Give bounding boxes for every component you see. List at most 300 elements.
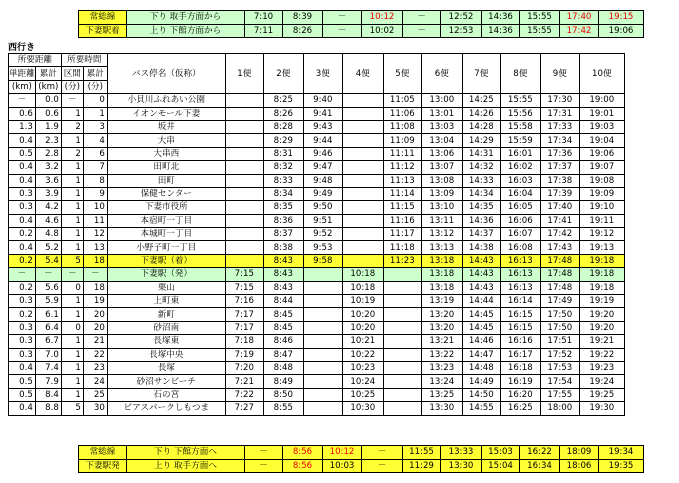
cumulative-distance-cell: 2.3 — [35, 134, 61, 147]
cumulative-time-cell: 19 — [83, 295, 107, 308]
cumulative-distance-cell: 5.6 — [35, 281, 61, 294]
departure-time-cell: 7:21 — [225, 375, 263, 388]
unit-distance-cell: 0.4 — [9, 174, 36, 187]
segment-time-cell: 5 — [61, 402, 83, 415]
bus-stop-name: 田町北 — [107, 161, 225, 174]
departure-time-cell: 13:04 — [421, 134, 462, 147]
cumulative-time-cell: 13 — [83, 241, 107, 254]
departure-time-cell: 17:42 — [540, 228, 579, 241]
departure-time-cell: 13:12 — [421, 228, 462, 241]
departure-time-cell: 8:37 — [263, 228, 303, 241]
cumulative-time-cell: 20 — [83, 308, 107, 321]
departure-time-cell: 7:27 — [225, 402, 263, 415]
departure-time-cell: 7:19 — [225, 348, 263, 361]
connection-time-cell: 12:53 — [441, 24, 482, 38]
departure-time-cell — [225, 147, 263, 160]
departure-time-cell — [342, 241, 383, 254]
departure-time-cell: 17:51 — [540, 335, 579, 348]
departure-time-cell: 8:32 — [263, 161, 303, 174]
connection-time-cell: 10:12 — [362, 11, 403, 25]
departure-time-cell: 9:44 — [303, 134, 342, 147]
cumulative-time-cell: 20 — [83, 321, 107, 334]
departure-time-cell: 14:46 — [462, 335, 500, 348]
segment-time-cell: 0 — [61, 281, 83, 294]
schedule-row — [9, 161, 625, 174]
connection-time-cell: 10:03 — [323, 459, 362, 473]
cumulative-distance-cell: 4.2 — [35, 201, 61, 214]
cumulative-distance-cell: 4.6 — [35, 214, 61, 227]
departure-time-cell: 7:18 — [225, 335, 263, 348]
departure-time-cell: 19:10 — [579, 201, 624, 214]
connection-direction: 下り 取手方面から — [127, 11, 245, 25]
unit-distance-cell: 0.4 — [9, 134, 36, 147]
departure-time-cell: 13:07 — [421, 161, 462, 174]
connection-time-cell: 12:52 — [441, 11, 482, 25]
unit-distance-cell: 0.3 — [9, 295, 36, 308]
departure-time-cell — [383, 335, 421, 348]
departure-time-cell: 17:54 — [540, 375, 579, 388]
connection-time-cell: 15:03 — [482, 446, 520, 460]
trip-header: 1便 — [225, 54, 263, 94]
departure-time-cell — [383, 268, 421, 281]
departure-time-cell — [342, 187, 383, 200]
departure-time-cell: 19:21 — [579, 335, 624, 348]
bus-stop-name: 下妻市役所 — [107, 201, 225, 214]
segment-time-cell: － — [61, 268, 83, 281]
departure-time-cell: 14:28 — [462, 120, 500, 133]
cumulative-distance-cell: 2.8 — [35, 147, 61, 160]
connection-time-cell: － — [403, 24, 441, 38]
connection-row — [79, 11, 644, 25]
connection-time-cell: 19:34 — [599, 446, 644, 460]
schedule-row — [9, 120, 625, 133]
connection-time-cell: 16:34 — [520, 459, 560, 473]
departure-time-cell: 11:05 — [383, 94, 421, 107]
departure-time-cell: 9:52 — [303, 228, 342, 241]
departure-time-cell: 9:43 — [303, 120, 342, 133]
departure-time-cell: 8:35 — [263, 201, 303, 214]
cumulative-time-cell: 25 — [83, 388, 107, 401]
connection-time-cell: 18:09 — [560, 446, 599, 460]
departure-time-cell — [342, 214, 383, 227]
departure-time-cell — [225, 241, 263, 254]
top-connection-table — [78, 10, 644, 38]
departure-time-cell: 11:08 — [383, 120, 421, 133]
segment-time-cell: 2 — [61, 147, 83, 160]
connection-time-cell: － — [362, 459, 403, 473]
departure-time-cell: 16:13 — [500, 254, 540, 267]
connection-direction: 上り 取手方面へ — [127, 459, 245, 473]
departure-time-cell: 19:08 — [579, 174, 624, 187]
cumulative-time-header: 累計 — [83, 67, 107, 80]
bus-stop-name: 下妻駅（発） — [107, 268, 225, 281]
cumulative-time-unit: (分) — [83, 80, 107, 93]
schedule-row — [9, 348, 625, 361]
departure-time-cell — [225, 174, 263, 187]
segment-time-cell: 1 — [61, 335, 83, 348]
connection-time-cell: 17:42 — [560, 24, 599, 38]
departure-time-cell: 11:23 — [383, 254, 421, 267]
departure-time-cell: 15:58 — [500, 120, 540, 133]
departure-time-cell: 19:09 — [579, 187, 624, 200]
departure-time-cell: 18:00 — [540, 402, 579, 415]
schedule-row — [9, 214, 625, 227]
departure-time-cell: 8:43 — [263, 268, 303, 281]
unit-distance-cell: 0.3 — [9, 321, 36, 334]
cumulative-time-cell: 18 — [83, 254, 107, 267]
departure-time-cell: 17:53 — [540, 361, 579, 374]
cumulative-distance-cell: 3.2 — [35, 161, 61, 174]
departure-time-cell: 17:55 — [540, 388, 579, 401]
departure-time-cell: 10:30 — [342, 402, 383, 415]
cumulative-time-cell: 1 — [83, 107, 107, 120]
cumulative-distance-cell: 3.6 — [35, 174, 61, 187]
departure-time-cell: 14:25 — [462, 94, 500, 107]
departure-time-cell: 14:47 — [462, 348, 500, 361]
connection-time-cell: 14:36 — [482, 11, 520, 25]
cumulative-distance-cell: 5.2 — [35, 241, 61, 254]
departure-time-cell — [383, 295, 421, 308]
departure-time-cell: 16:13 — [500, 281, 540, 294]
connection-time-cell: － — [245, 446, 283, 460]
segment-time-cell: 1 — [61, 388, 83, 401]
unit-distance-cell: 0.2 — [9, 228, 36, 241]
unit-distance-cell: 0.5 — [9, 375, 36, 388]
departure-time-cell: 7:17 — [225, 308, 263, 321]
departure-time-cell: 9:47 — [303, 161, 342, 174]
cumulative-distance-unit: (km) — [35, 80, 61, 93]
departure-time-cell: 7:15 — [225, 268, 263, 281]
bus-stop-name: 坂井 — [107, 120, 225, 133]
cumulative-distance-cell: － — [35, 268, 61, 281]
departure-time-cell — [225, 201, 263, 214]
bus-stop-name: ビアスパークしもつま — [107, 402, 225, 415]
cumulative-distance-cell: 7.9 — [35, 375, 61, 388]
departure-time-cell: 19:25 — [579, 388, 624, 401]
cumulative-time-cell: 11 — [83, 214, 107, 227]
schedule-row — [9, 281, 625, 294]
departure-time-cell: 11:09 — [383, 134, 421, 147]
departure-time-cell: 19:11 — [579, 214, 624, 227]
departure-time-cell: 9:51 — [303, 214, 342, 227]
departure-time-cell — [383, 375, 421, 388]
departure-time-cell: 9:53 — [303, 241, 342, 254]
departure-time-cell: 14:29 — [462, 134, 500, 147]
departure-time-cell: 17:41 — [540, 214, 579, 227]
schedule-row — [9, 94, 625, 107]
bus-stop-name: 下妻駅（着） — [107, 254, 225, 267]
departure-time-cell — [225, 161, 263, 174]
departure-time-cell: 17:50 — [540, 321, 579, 334]
cumulative-distance-cell: 8.8 — [35, 402, 61, 415]
cumulative-time-cell: 6 — [83, 147, 107, 160]
connection-time-cell: － — [323, 11, 362, 25]
bus-stop-name: 大串 — [107, 134, 225, 147]
departure-time-cell: 10:22 — [342, 348, 383, 361]
connection-time-cell: 10:02 — [362, 24, 403, 38]
unit-distance-cell: 0.4 — [9, 241, 36, 254]
departure-time-cell: 8:47 — [263, 348, 303, 361]
cumulative-distance-cell: 1.9 — [35, 120, 61, 133]
connection-time-cell: 14:36 — [482, 24, 520, 38]
departure-time-cell: 17:38 — [540, 174, 579, 187]
departure-time-cell: 11:14 — [383, 187, 421, 200]
time-group-header: 所要時間 — [61, 54, 107, 67]
departure-time-cell: 14:45 — [462, 321, 500, 334]
schedule-row — [9, 402, 625, 415]
departure-time-cell: 13:22 — [421, 348, 462, 361]
departure-time-cell: 16:25 — [500, 402, 540, 415]
departure-time-cell: 15:56 — [500, 107, 540, 120]
trip-header: 10便 — [579, 54, 624, 94]
departure-time-cell: 8:33 — [263, 174, 303, 187]
departure-time-cell: 10:19 — [342, 295, 383, 308]
departure-time-cell: 8:26 — [263, 107, 303, 120]
trip-header: 6便 — [421, 54, 462, 94]
unit-distance-cell: 0.4 — [9, 361, 36, 374]
schedule-row — [9, 254, 625, 267]
departure-time-cell: 16:01 — [500, 147, 540, 160]
unit-distance-cell: 0.4 — [9, 214, 36, 227]
cumulative-time-cell: 7 — [83, 161, 107, 174]
connection-line-label: 下妻駅着 — [79, 24, 127, 38]
departure-time-cell: 11:18 — [383, 241, 421, 254]
section-title: 西行き — [8, 43, 36, 53]
westbound-schedule-table — [8, 53, 625, 416]
departure-time-cell — [342, 228, 383, 241]
departure-time-cell: 8:29 — [263, 134, 303, 147]
connection-time-cell: 19:15 — [599, 11, 644, 25]
departure-time-cell — [303, 308, 342, 321]
departure-time-cell: 16:15 — [500, 308, 540, 321]
departure-time-cell: 19:06 — [579, 147, 624, 160]
schedule-row — [9, 107, 625, 120]
departure-time-cell: 14:32 — [462, 161, 500, 174]
departure-time-cell — [303, 375, 342, 388]
departure-time-cell: 8:45 — [263, 321, 303, 334]
departure-time-cell: 17:43 — [540, 241, 579, 254]
departure-time-cell: 14:48 — [462, 361, 500, 374]
connection-time-cell: 10:12 — [323, 446, 362, 460]
connection-time-cell: 11:29 — [403, 459, 441, 473]
departure-time-cell: 9:50 — [303, 201, 342, 214]
connection-time-cell: 8:56 — [283, 446, 323, 460]
departure-time-cell: 9:48 — [303, 174, 342, 187]
departure-time-cell: 10:18 — [342, 268, 383, 281]
departure-time-cell: 16:16 — [500, 335, 540, 348]
connection-time-cell: 11:55 — [403, 446, 441, 460]
departure-time-cell: 16:15 — [500, 321, 540, 334]
departure-time-cell — [303, 295, 342, 308]
schedule-row — [9, 134, 625, 147]
departure-time-cell: 16:20 — [500, 388, 540, 401]
departure-time-cell: 19:20 — [579, 321, 624, 334]
trip-header: 9便 — [540, 54, 579, 94]
departure-time-cell: 8:48 — [263, 361, 303, 374]
departure-time-cell: 19:00 — [579, 94, 624, 107]
departure-time-cell: 7:22 — [225, 388, 263, 401]
departure-time-cell: 10:24 — [342, 375, 383, 388]
bus-stop-name: 小野子町一丁目 — [107, 241, 225, 254]
departure-time-cell: 16:18 — [500, 361, 540, 374]
departure-time-cell: 14:36 — [462, 214, 500, 227]
bus-stop-name: 田町 — [107, 174, 225, 187]
cumulative-distance-cell: 0.6 — [35, 107, 61, 120]
cumulative-time-cell: － — [83, 268, 107, 281]
departure-time-cell — [225, 94, 263, 107]
departure-time-cell: 10:21 — [342, 335, 383, 348]
unit-distance-cell: 0.4 — [9, 161, 36, 174]
departure-time-cell — [342, 147, 383, 160]
schedule-row — [9, 147, 625, 160]
departure-time-cell — [342, 201, 383, 214]
trip-header: 8便 — [500, 54, 540, 94]
bus-stop-name: 本宿町一丁目 — [107, 214, 225, 227]
cumulative-distance-cell: 6.7 — [35, 335, 61, 348]
departure-time-cell — [303, 321, 342, 334]
segment-time-cell: 1 — [61, 228, 83, 241]
departure-time-cell: 8:49 — [263, 375, 303, 388]
departure-time-cell: 13:20 — [421, 308, 462, 321]
trip-header: 2便 — [263, 54, 303, 94]
departure-time-cell: 16:17 — [500, 348, 540, 361]
departure-time-cell: 17:33 — [540, 120, 579, 133]
departure-time-cell: 13:03 — [421, 120, 462, 133]
departure-time-cell: 14:31 — [462, 147, 500, 160]
schedule-row — [9, 321, 625, 334]
departure-time-cell: 19:18 — [579, 281, 624, 294]
departure-time-cell — [383, 361, 421, 374]
departure-time-cell: 9:49 — [303, 187, 342, 200]
unit-distance-header: 単距離 — [9, 68, 35, 79]
segment-time-cell: 5 — [61, 254, 83, 267]
departure-time-cell — [383, 348, 421, 361]
departure-time-cell: 13:21 — [421, 335, 462, 348]
connection-time-cell: 8:26 — [283, 24, 323, 38]
connection-time-cell: － — [403, 11, 441, 25]
segment-time-cell: 1 — [61, 295, 83, 308]
departure-time-cell — [303, 402, 342, 415]
departure-time-cell: 13:19 — [421, 295, 462, 308]
connection-time-cell: 7:11 — [245, 24, 283, 38]
segment-time-cell: 1 — [61, 375, 83, 388]
unit-distance-cell: 0.6 — [9, 107, 36, 120]
departure-time-cell: 14:43 — [462, 268, 500, 281]
departure-time-cell: 13:23 — [421, 361, 462, 374]
connection-time-cell: 8:56 — [283, 459, 323, 473]
segment-time-cell: 1 — [61, 201, 83, 214]
connection-time-cell: 17:40 — [560, 11, 599, 25]
unit-distance-cell: 0.4 — [9, 402, 36, 415]
connection-time-cell: 16:22 — [520, 446, 560, 460]
cumulative-time-cell: 23 — [83, 361, 107, 374]
departure-time-cell — [225, 107, 263, 120]
cumulative-time-cell: 12 — [83, 228, 107, 241]
segment-time-cell: － — [61, 94, 83, 107]
bus-stop-name: 本城町一丁目 — [107, 228, 225, 241]
departure-time-cell: 14:50 — [462, 388, 500, 401]
unit-distance-unit: (km) — [9, 80, 36, 93]
segment-time-cell: 1 — [61, 187, 83, 200]
departure-time-cell: 9:41 — [303, 107, 342, 120]
departure-time-cell — [342, 107, 383, 120]
distance-group-header: 所要距離 — [9, 54, 62, 67]
departure-time-cell: 14:38 — [462, 241, 500, 254]
cumulative-time-cell: 30 — [83, 402, 107, 415]
departure-time-cell: 8:36 — [263, 214, 303, 227]
departure-time-cell: 14:44 — [462, 295, 500, 308]
trip-header: 5便 — [383, 54, 421, 94]
unit-distance-cell: － — [9, 268, 36, 281]
departure-time-cell: 13:30 — [421, 402, 462, 415]
departure-time-cell: 11:12 — [383, 161, 421, 174]
segment-time-cell: 0 — [61, 321, 83, 334]
departure-time-cell: 14:45 — [462, 308, 500, 321]
departure-time-cell: 8:50 — [263, 388, 303, 401]
departure-time-cell: 9:46 — [303, 147, 342, 160]
cumulative-distance-cell: 7.0 — [35, 348, 61, 361]
departure-time-cell: 19:07 — [579, 161, 624, 174]
cumulative-distance-cell: 5.9 — [35, 295, 61, 308]
segment-time-header: 区間 — [61, 67, 83, 80]
segment-time-cell: 1 — [61, 161, 83, 174]
schedule-row — [9, 187, 625, 200]
departure-time-cell: 19:23 — [579, 361, 624, 374]
departure-time-cell: 19:03 — [579, 120, 624, 133]
departure-time-cell: 8:43 — [263, 281, 303, 294]
schedule-row — [9, 375, 625, 388]
departure-time-cell: 16:03 — [500, 174, 540, 187]
bus-stop-name: 砂沼サンビーチ — [107, 375, 225, 388]
schedule-row — [9, 268, 625, 281]
departure-time-cell: 10:20 — [342, 321, 383, 334]
departure-time-cell: 19:18 — [579, 254, 624, 267]
departure-time-cell: 14:43 — [462, 254, 500, 267]
connection-time-cell: 15:55 — [520, 24, 560, 38]
departure-time-cell — [342, 94, 383, 107]
cumulative-time-cell: 3 — [83, 120, 107, 133]
departure-time-cell: 7:20 — [225, 361, 263, 374]
departure-time-cell — [225, 134, 263, 147]
departure-time-cell: 14:55 — [462, 402, 500, 415]
segment-time-cell: 1 — [61, 174, 83, 187]
departure-time-cell: 19:30 — [579, 402, 624, 415]
departure-time-cell: 16:06 — [500, 214, 540, 227]
connection-direction: 上り 下館方面から — [127, 24, 245, 38]
connection-time-cell: 13:33 — [441, 446, 482, 460]
segment-time-cell: 1 — [61, 361, 83, 374]
departure-time-cell: 19:24 — [579, 375, 624, 388]
segment-time-cell: 1 — [61, 107, 83, 120]
segment-time-cell: 2 — [61, 120, 83, 133]
departure-time-cell: 8:46 — [263, 335, 303, 348]
cumulative-time-cell: 9 — [83, 187, 107, 200]
segment-time-cell: 1 — [61, 308, 83, 321]
departure-time-cell — [383, 388, 421, 401]
connection-time-cell: － — [245, 459, 283, 473]
departure-time-cell: 8:55 — [263, 402, 303, 415]
departure-time-cell — [225, 120, 263, 133]
schedule-row — [9, 335, 625, 348]
connection-time-cell: － — [323, 24, 362, 38]
departure-time-cell — [225, 228, 263, 241]
departure-time-cell: 16:04 — [500, 187, 540, 200]
departure-time-cell: 11:15 — [383, 201, 421, 214]
connection-time-cell: 13:30 — [441, 459, 482, 473]
departure-time-cell: 16:19 — [500, 375, 540, 388]
cumulative-distance-cell: 6.1 — [35, 308, 61, 321]
schedule-row — [9, 308, 625, 321]
